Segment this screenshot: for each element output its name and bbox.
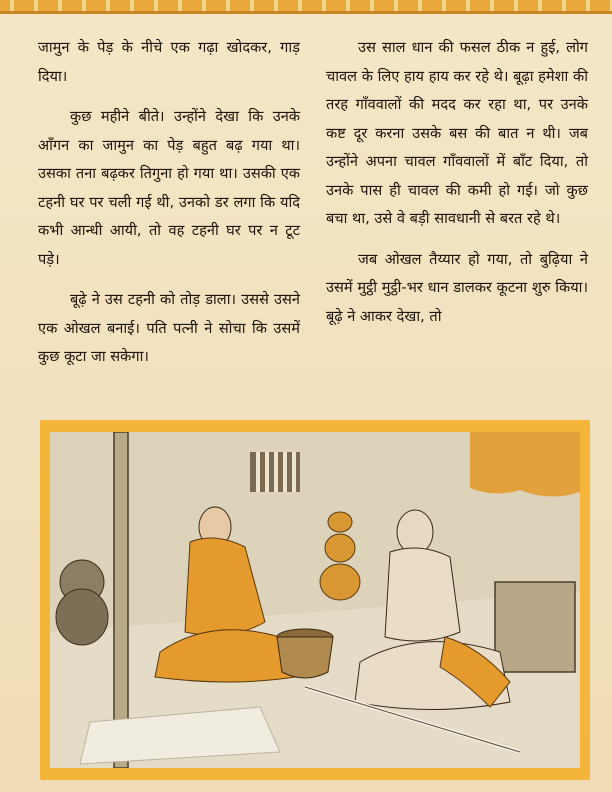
illustration-old-couple [50,432,580,768]
left-column [38,34,300,404]
clay-pot [56,589,108,645]
stacked-pot [325,534,355,562]
stacked-pot [328,512,352,532]
right-column [326,34,588,404]
paragraph: कुछ महीने बीते। उन्होंने देखा कि उनके आँगन का जामुन का पेड़ बहुत बढ़ गया था। उसका तना बढ़कर तिगुना हो गया था। उसकी एक टहनी घर पर चली गई थी, उनको डर लगा कि यदि कभी आन्धी आयी, तो वह टहनी घर पर न टूट पड़े। [38,108,300,268]
curtain [470,432,580,497]
paragraph: जब ओखल तैय्यार हो गया, तो बुढ़िया ने उसमें मुट्ठी मुट्ठी-भर धान डालकर कूटना शुरु किया। बूढ़े ने आकर देखा, तो [326,250,588,325]
wooden-chest [495,582,575,672]
head [397,510,433,554]
paragraph: उस साल धान की फसल ठीक न हुई, लोग चावल के लिए हाय हाय कर रहे थे। बूढ़ा हमेशा की तरह गाँववालों की मदद कर रहा था, पर उनके कष्ट दूर करना उसके बस की बात न थी। जब उन्होंने अपना चावल गाँववालों में बाँट दिया, तो उनके पास ही चावल की कमी हो गई। जो कुछ बचा था, उसे वे बड़ी सावधानी से बरत रहे थे। [326,39,588,227]
wooden-pole [114,432,128,768]
paragraph: जामुन के पेड़ के नीचे एक गढ़ा खोदकर, गाड़ दिया। [38,39,300,85]
torso [385,548,460,641]
stacked-pot [320,564,360,600]
illustration-frame [40,420,590,780]
decorative-top-border [0,0,612,14]
paragraph: बूढ़े ने उस टहनी को तोड़ डाला। उससे उसने एक ओखल बनाई। पति पत्नी ने सोचा कि उसमें कुछ कूटा जा सकेगा। [38,291,300,365]
basket [277,629,333,678]
text-columns [38,34,588,404]
